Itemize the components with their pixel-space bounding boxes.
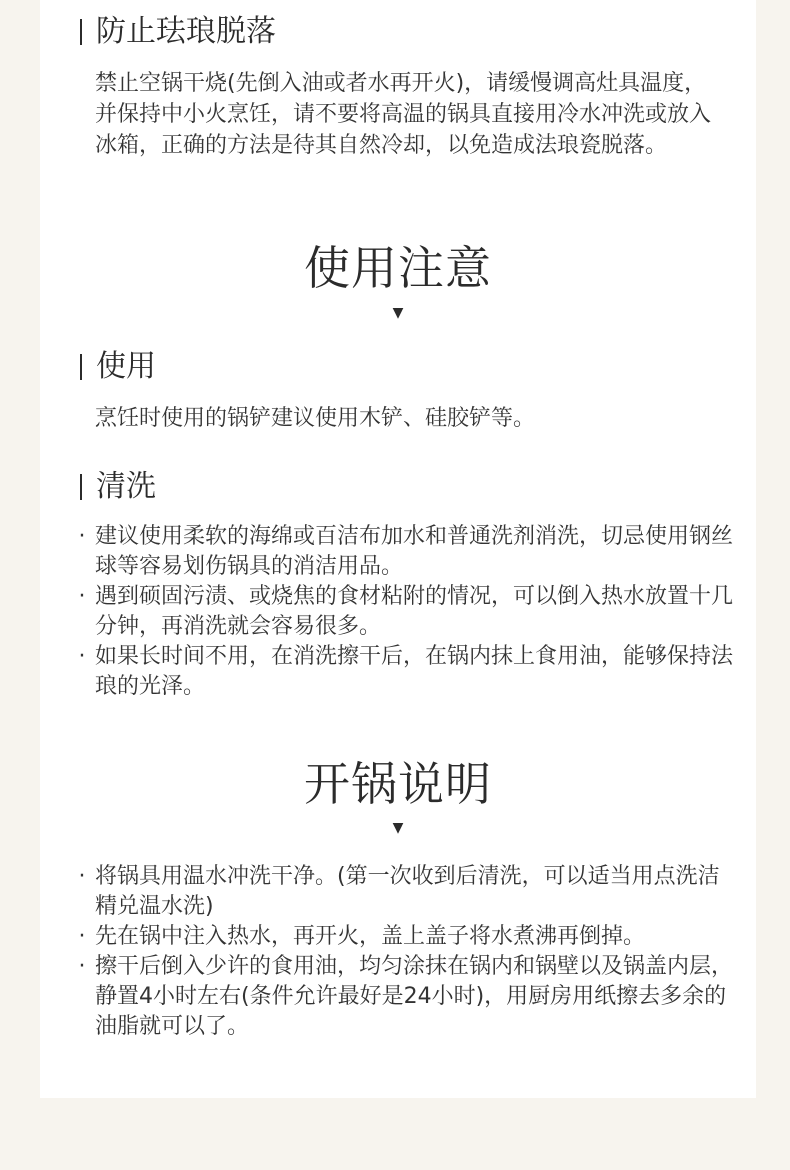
list-item-text: 擦干后倒入少许的食用油，均匀涂抹在锅内和锅壁以及锅盖内层，静置4小时左右(条件允许最好是24小时)，用厨房用纸擦去多余的油脂就可以了。 — [95, 954, 734, 1039]
list-item-text: 如果长时间不用，在消洗擦干后，在锅内抹上食用油，能够保持法琅的光泽。 — [95, 644, 734, 699]
subheading-cleaning — [80, 469, 720, 505]
subheading-use-text: 使用 — [96, 349, 156, 384]
paragraph-anti-peel: 禁止空锅干烧(先倒入油或者水再开火)，请缓慢调高灶具温度，并保持中小火烹饪，请不要将高温的锅具直接用冷水冲洗或放入冰箱，正确的方法是待其自然冷却，以免造成法琅瓷脱落。 — [95, 71, 712, 158]
list-item-text: 建议使用柔软的海绵或百洁布加水和普通洗剂消洗，切忌使用钢丝球等容易划伤锅具的消洁用品。 — [95, 524, 734, 579]
bullet: · — [78, 644, 86, 669]
subheading-bar — [80, 19, 82, 45]
subheading-bar — [80, 474, 82, 500]
list-item — [76, 922, 736, 952]
list-item — [76, 642, 736, 702]
bullet: · — [78, 584, 86, 609]
section-title-usage-notes: 使用注意 — [304, 241, 492, 295]
bullet: · — [78, 924, 86, 949]
section-title-seasoning: 开锅说明 — [304, 757, 492, 811]
bullet: · — [78, 524, 86, 549]
bullet: · — [78, 864, 86, 889]
list-item — [76, 582, 736, 642]
cleaning-list — [76, 522, 736, 702]
subheading-cleaning-text: 清洗 — [96, 469, 156, 504]
list-item — [76, 862, 736, 922]
list-item-text: 将锅具用温水冲洗干净。(第一次收到后清洗，可以适当用点洗洁精兑温水洗) — [95, 864, 720, 919]
down-arrow-icon: ▼ — [392, 305, 404, 321]
subheading-bar — [80, 354, 82, 380]
subheading-anti-peel-text: 防止珐琅脱落 — [96, 14, 276, 49]
list-item — [76, 952, 736, 1042]
subheading-use — [80, 349, 720, 385]
seasoning-list — [76, 862, 736, 1042]
subheading-anti-peel — [80, 14, 720, 50]
down-arrow-icon: ▼ — [392, 820, 404, 836]
content-card — [40, 0, 756, 1098]
paragraph-use: 烹饪时使用的锅铲建议使用木铲、硅胶铲等。 — [95, 406, 536, 431]
bullet: · — [78, 954, 86, 979]
list-item — [76, 522, 736, 582]
list-item-text: 先在锅中注入热水，再开火，盖上盖子将水煮沸再倒掉。 — [95, 924, 646, 949]
list-item-text: 遇到硕固污渍、或烧焦的食材粘附的情况，可以倒入热水放置十几分钟，再消洗就会容易很多。 — [95, 584, 734, 639]
